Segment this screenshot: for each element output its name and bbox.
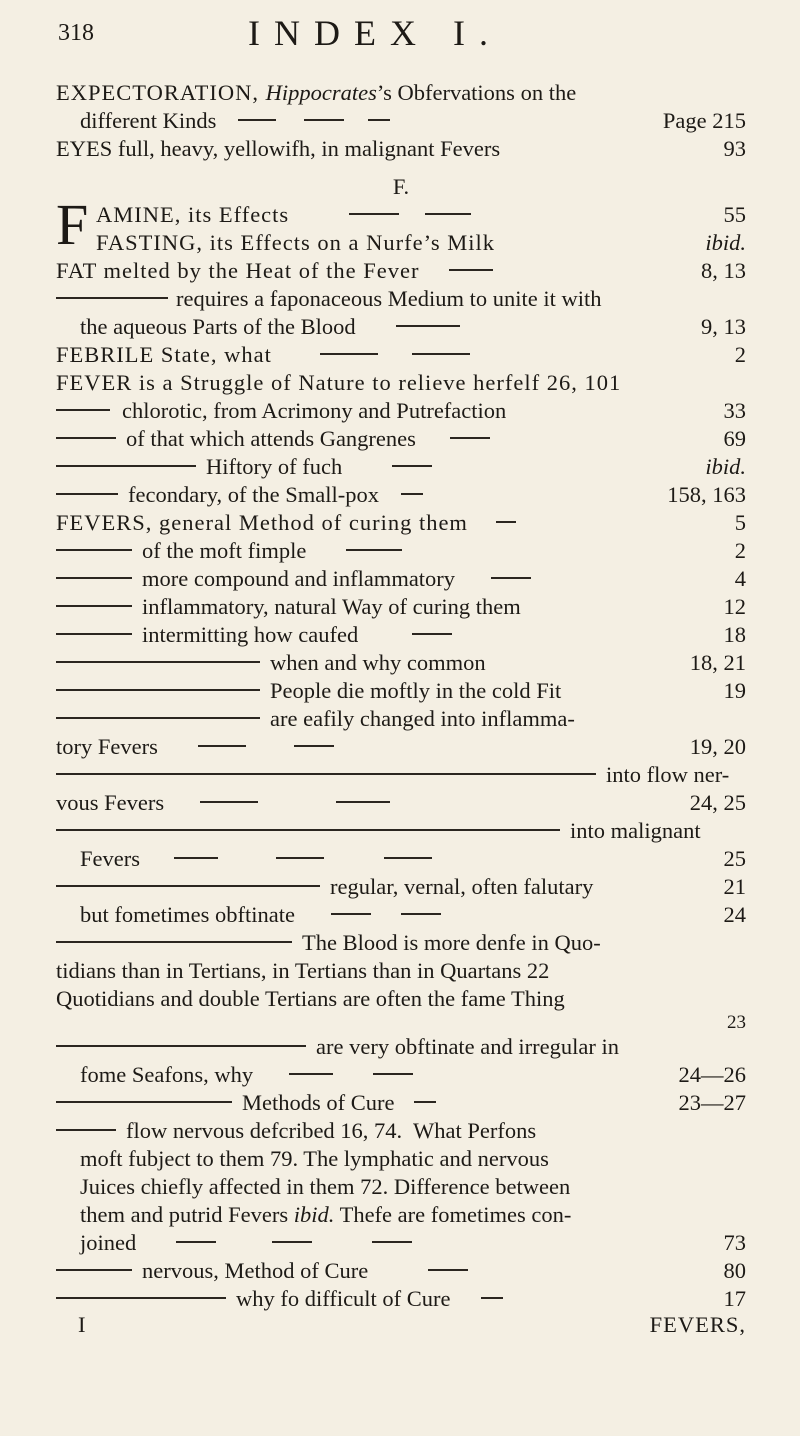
- index-entry: FEBRILE State, what 2: [56, 342, 746, 367]
- index-entry: Quotidians and double Tertians are often the fame Thing: [56, 986, 565, 1011]
- index-entry: vous Fevers 24, 25: [56, 790, 746, 815]
- index-entry: but fometimes obftinate 24: [80, 902, 746, 927]
- index-entry: Hiftory of fuch ibid.: [56, 452, 746, 482]
- index-entry: are eafily changed into inflamma-: [56, 704, 746, 734]
- index-entry: when and why common 18, 21: [56, 648, 746, 678]
- index-entry: The Blood is more denfe in Quo-: [56, 928, 746, 958]
- catchword: FEVERS,: [649, 1312, 746, 1337]
- index-entry: EYES full, heavy, yellowifh, in malignant Fevers 93: [56, 136, 746, 161]
- signature-mark: I: [78, 1312, 86, 1337]
- index-entry: requires a faponaceous Medium to unite it with: [56, 284, 746, 314]
- index-entry: FASTING, its Effects on a Nurfe’s Milk ibid.: [96, 230, 746, 255]
- index-entry: of the moft fimple 2: [56, 536, 746, 566]
- index-entry: chlorotic, from Acrimony and Putrefaction 33: [56, 396, 746, 426]
- index-entry: FEVER is a Struggle of Nature to relieve herfelf 26, 101: [56, 370, 622, 395]
- index-entry: fecondary, of the Small-pox 158, 163: [56, 480, 746, 510]
- index-entry: joined 73: [80, 1230, 746, 1255]
- section-heading: F.: [392, 174, 410, 199]
- index-entry: fome Seafons, why 24—26: [80, 1062, 746, 1087]
- index-entry: FAT melted by the Heat of the Fever 8, 13: [56, 258, 746, 283]
- index-entry: into malignant: [56, 816, 746, 846]
- index-entry: them and putrid Fevers ibid. Thefe are fometimes con-: [80, 1202, 572, 1227]
- index-entry: regular, vernal, often falutary 21: [56, 872, 746, 902]
- index-entry: FEVERS, general Method of curing them 5: [56, 510, 746, 535]
- index-entry: AMINE, its Effects 55: [96, 202, 746, 227]
- index-entry: Juices chiefly affected in them 72. Difference between: [80, 1174, 571, 1199]
- index-entry: Fevers 25: [80, 846, 746, 871]
- index-entry: inflammatory, natural Way of curing them 12: [56, 592, 746, 622]
- index-entry: of that which attends Gangrenes 69: [56, 424, 746, 454]
- index-entry: tidians than in Tertians, in Tertians than in Quartans 22: [56, 958, 550, 983]
- index-entry: Methods of Cure 23—27: [56, 1088, 746, 1118]
- page-title: INDEX I.: [248, 13, 502, 53]
- index-entry: flow nervous defcribed 16, 74. What Perfons: [56, 1116, 746, 1146]
- running-header: [58, 8, 758, 58]
- index-entry: intermitting how caufed 18: [56, 620, 746, 650]
- index-entry: more compound and inflammatory 4: [56, 564, 746, 594]
- index-entry: different Kinds Page 215: [80, 108, 746, 133]
- index-entry: moft fubject to them 79. The lymphatic and nervous: [80, 1146, 549, 1171]
- index-entry: nervous, Method of Cure 80: [56, 1256, 746, 1286]
- index-entry: the aqueous Parts of the Blood 9, 13: [80, 314, 746, 339]
- drop-capital: F: [56, 192, 89, 257]
- page-footer: [56, 1310, 746, 1340]
- index-entry: into flow ner-: [56, 760, 746, 790]
- page-number: 318: [58, 20, 94, 46]
- index-entry: tory Fevers 19, 20: [56, 734, 746, 759]
- index-entry: are very obftinate and irregular in: [56, 1032, 746, 1062]
- index-entry: EXPECTORATION, Hippocrates’s Obfervations on the: [56, 80, 577, 105]
- index-entry: 23: [727, 1012, 746, 1033]
- index-entry: why fo difficult of Cure 17: [56, 1284, 746, 1314]
- index-entry: People die moftly in the cold Fit 19: [56, 676, 746, 706]
